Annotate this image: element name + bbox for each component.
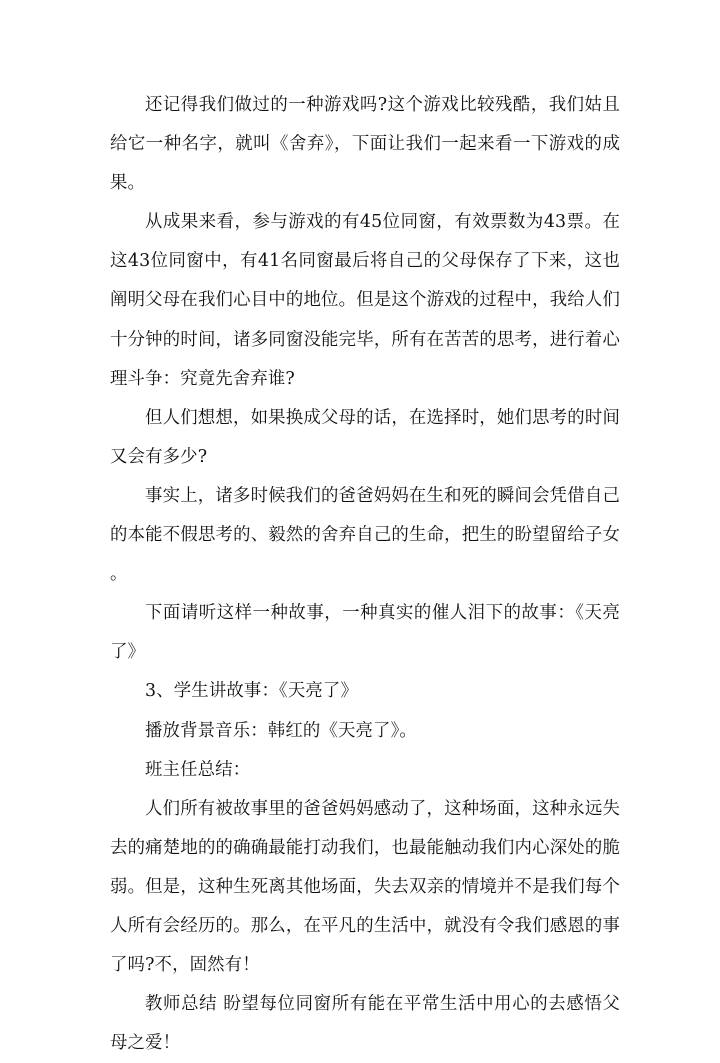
document-body <box>110 86 620 1063</box>
paragraph-parents-sacrifice: 事实上，诸多时候我们的爸爸妈妈在生和死的瞬间会凭借自己的本能不假思考的、毅然的舍弃自己的生命，把生的盼望留给子女。 <box>110 485 620 585</box>
paragraph-game-intro: 还记得我们做过的一种游戏吗?这个游戏比较残酷，我们姑且给它一种名字，就叫《舍弃》，下面让我们一起来看一下游戏的成果。 <box>110 95 620 194</box>
paragraph-parents-thinking: 但人们想想，如果换成父母的话，在选择时，她们思考的时间又会有多少? <box>110 407 620 467</box>
paragraph-game-results: 从成果来看，参与游戏的有45位同窗，有效票数为43票。在这43位同窗中，有41名同窗最后将自己的父母保存了下来，这也阐明父母在我们心目中的地位。但是这个游戏的过程中，我给人们十分钟的时间，诸多同窗没能完毕，所有在苦苦的思考，进行着心理斗争：究竟先舍弃谁? <box>110 212 620 389</box>
paragraph-story-intro: 下面请听这样一种故事，一种真实的催人泪下的故事：《天亮了》 <box>110 603 620 663</box>
paragraph-student-story: 3、学生讲故事：《天亮了》 <box>145 681 359 702</box>
paragraph-story-reflection: 人们所有被故事里的爸爸妈妈感动了，这种场面，这种永远失去的痛楚地的的确确最能打动我们，也最能触动我们内心深处的脆弱。但是，这种生死离其他场面，失去双亲的情境并不是我们每个人所有会经历的。那么，在平凡的生活中，就没有令我们感恩的事了吗?不，固然有！ <box>110 798 620 976</box>
paragraph-teacher-summary-heading: 班主任总结： <box>145 759 251 780</box>
paragraph-background-music: 播放背景音乐：韩红的《天亮了》。 <box>145 720 417 741</box>
paragraph-closing-summary: 教师总结 盼望每位同窗所有能在平常生活中用心的去感悟父母之爱！ <box>110 994 620 1054</box>
